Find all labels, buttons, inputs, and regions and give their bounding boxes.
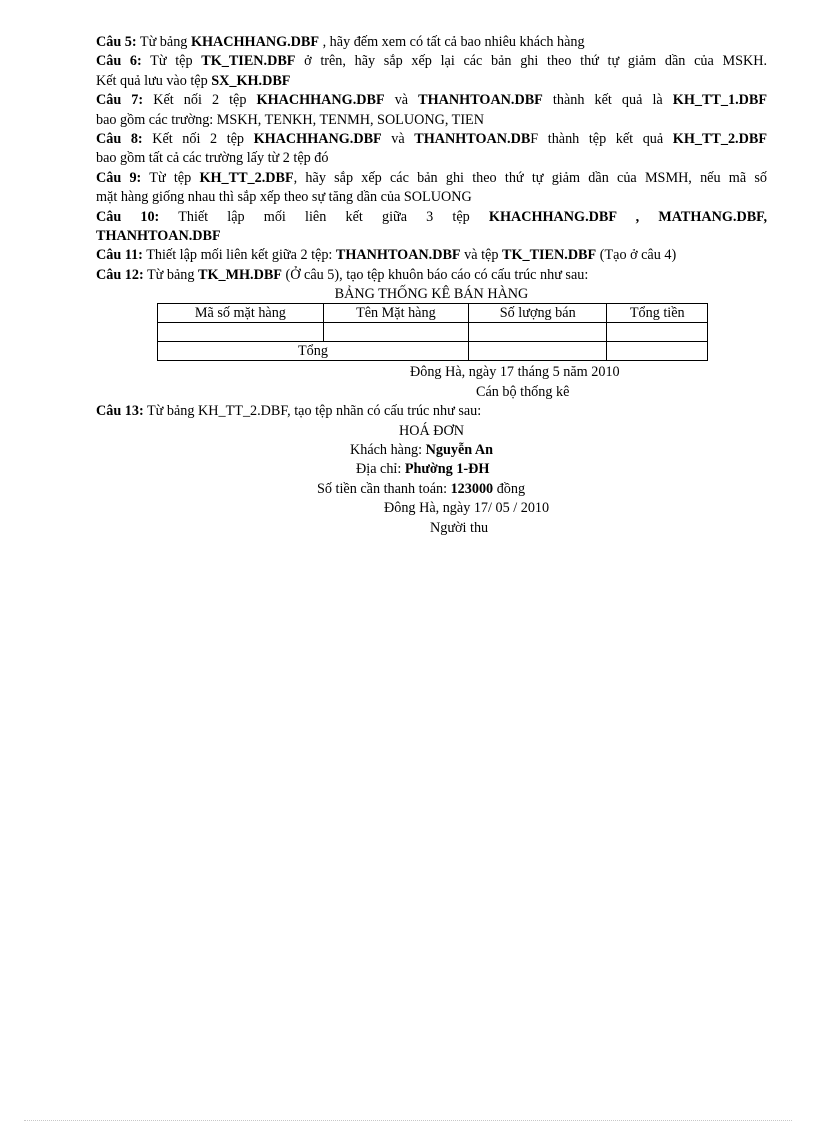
text: 3 (426, 208, 434, 225)
filename: THANHTOAN.DB (414, 131, 531, 148)
filename: TK_TIEN.DBF (201, 53, 296, 70)
question-label: Câu 9: (96, 169, 142, 186)
invoice-signer: Người thu (430, 519, 489, 536)
text: liên (305, 208, 327, 225)
text: và tệp (460, 247, 502, 264)
text: Kết nối 2 tệp (143, 92, 257, 109)
text: Kết quả lưu vào tệp (96, 72, 212, 89)
text: Từ bảng (143, 266, 199, 283)
question-label: Câu 8: (96, 131, 143, 148)
question-8 (96, 130, 767, 149)
filename: KHACHHANG.DBF (190, 34, 320, 50)
report-table (157, 303, 708, 361)
text: Từ bảng KH_TT_2.DBF, tạo tệp nhãn có cấu trúc như sau: (143, 403, 482, 420)
text: Thiết lập mối liên kết giữa 2 tệp: (142, 247, 336, 264)
table-header-row (158, 304, 708, 323)
text: Từ tệp (141, 53, 202, 70)
amount-label: Số tiền cần thanh toán: (317, 480, 451, 497)
question-label: Câu 12: (96, 266, 144, 283)
question-13 (96, 402, 767, 421)
text: ở trên, hãy sắp xếp lại các bản ghi theo thứ tự giảm dần của MSKH. (295, 53, 767, 70)
filename: KHACHHANG.DBF (253, 131, 382, 148)
text: Thiết (178, 208, 209, 225)
column-header: Tên Mặt hàng (323, 304, 468, 323)
filename: THANHTOAN.DBF (418, 92, 543, 109)
text: Từ bảng (136, 34, 191, 50)
column-header: Mã số mặt hàng (158, 304, 324, 323)
question-6-cont (96, 72, 767, 91)
invoice-date: Đông Hà, ngày 17/ 05 / 2010 (384, 500, 550, 517)
text: kết (345, 208, 363, 225)
text: giữa (381, 208, 407, 225)
text: , hãy sắp xếp các bản ghi theo thứ tự giảm dần của MSMH, nếu mã số (293, 169, 767, 186)
text: , hãy đếm xem có tất cả bao nhiêu khách hàng (319, 34, 585, 50)
text: lập (227, 208, 245, 225)
text: F thành tệp kết quả (530, 131, 673, 148)
question-11 (96, 246, 767, 265)
text: bao gồm tất cả các trường lấy từ 2 tệp đó (96, 150, 329, 167)
table-cell (468, 342, 607, 361)
customer-label: Khách hàng: (350, 441, 426, 458)
invoice-address (356, 460, 767, 479)
question-label: Câu 11: (96, 247, 143, 264)
question-6 (96, 52, 767, 71)
table-row (158, 323, 708, 342)
amount-unit: đồng (493, 480, 526, 497)
column-header: Số lượng bán (468, 304, 607, 323)
text: mối (263, 208, 286, 225)
invoice-title: HOÁ ĐƠN (399, 422, 465, 439)
report-title: BẢNG THỐNG KÊ BÁN HÀNG (334, 286, 529, 303)
question-10 (96, 208, 767, 227)
question-label: Câu 5: (96, 34, 137, 50)
table-cell (607, 342, 708, 361)
question-label: Câu 6: (96, 53, 142, 70)
text: (Ở câu 5), tạo tệp khuôn báo cáo có cấu trúc như sau: (281, 266, 589, 283)
filename: KH_TT_1.DBF (672, 92, 767, 109)
text: thành kết quả là (542, 92, 673, 109)
customer-value: Nguyễn An (425, 441, 494, 458)
text: mặt hàng giống nhau thì sắp xếp theo sự tăng dần của SOLUONG (96, 189, 472, 206)
table-cell (323, 323, 468, 342)
filename: MATHANG.DBF, (658, 208, 768, 225)
filename: THANHTOAN.DBF (96, 228, 221, 245)
text: bao gồm các trường: MSKH, TENKH, TENMH, SOLUONG, TIEN (96, 111, 484, 128)
report-date: Đông Hà, ngày 17 tháng 5 năm 2010 (410, 364, 620, 381)
filename: KHACHHANG.DBF , (488, 208, 640, 225)
filename: KH_TT_2.DBF (199, 169, 294, 186)
question-label: Câu 10: (96, 208, 160, 225)
address-label: Địa chỉ: (356, 461, 405, 478)
table-cell (468, 323, 607, 342)
address-value: Phường 1-ĐH (404, 461, 490, 478)
filename: TK_MH.DBF (198, 266, 282, 283)
question-label: Câu 7: (96, 92, 144, 109)
column-header: Tổng tiền (607, 304, 708, 323)
document-page (96, 33, 767, 538)
question-7-cont (96, 111, 767, 130)
text: và (384, 92, 419, 109)
text: (Tạo ở câu 4) (596, 247, 677, 264)
question-10-cont (96, 227, 767, 246)
text: tệp (452, 208, 470, 225)
amount-value: 123000 (450, 480, 494, 497)
text: Kết nối 2 tệp (142, 131, 254, 148)
total-label: Tổng (158, 342, 469, 361)
text: và (381, 131, 415, 148)
table-cell (607, 323, 708, 342)
table-cell (158, 323, 324, 342)
question-9-cont (96, 188, 767, 207)
filename: KH_TT_2.DBF (672, 131, 767, 148)
question-7 (96, 91, 767, 110)
question-label: Câu 13: (96, 403, 144, 420)
filename: TK_TIEN.DBF (501, 247, 597, 264)
filename: SX_KH.DBF (211, 72, 291, 89)
question-8-cont (96, 149, 767, 168)
question-9 (96, 169, 767, 188)
page-bottom-border (24, 1120, 792, 1121)
invoice-customer (350, 441, 767, 460)
filename: KHACHHANG.DBF (256, 92, 385, 109)
text: Từ tệp (141, 169, 200, 186)
invoice-amount (317, 480, 767, 499)
filename: THANHTOAN.DBF (335, 247, 461, 264)
table-total-row (158, 342, 708, 361)
question-5 (96, 33, 767, 52)
question-12 (96, 266, 767, 285)
report-signer: Cán bộ thống kê (476, 383, 570, 400)
